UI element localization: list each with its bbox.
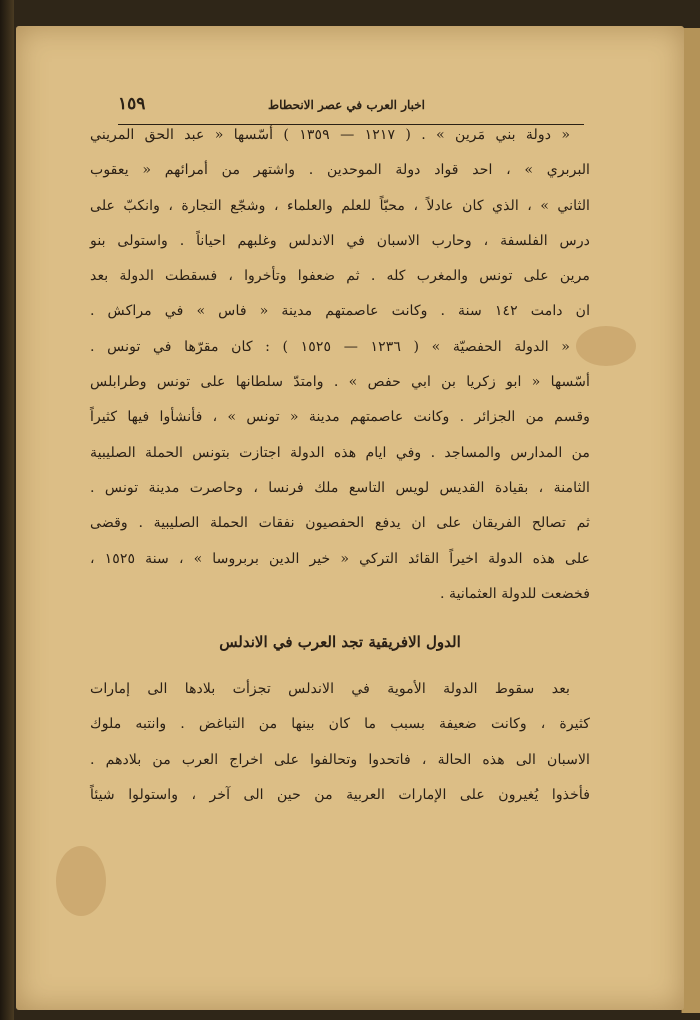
page-body xyxy=(90,118,590,813)
text-line: ان دامت ١٤٢ سنة . وكانت عاصمتهم مدينة « فاس » في مراكش . xyxy=(90,303,591,320)
text-line: مرين على تونس والمغرب كله . ثم ضعفوا وتأخروا ، فسقطت الدولة بعد xyxy=(90,268,590,285)
book-spine xyxy=(0,0,14,1020)
text-line: البربري » ، احد قواد دولة الموحدين . واشتهر من أمرائهم « يعقوب xyxy=(90,162,590,179)
running-title: اخبار العرب في عصر الانحطاط xyxy=(268,98,426,112)
text-line: الثاني » ، الذي كان عادلاً ، محبّاً للعلم والعلماء ، وشجّع التجارة ، وانكبّ على xyxy=(90,197,590,214)
text-line: درس الفلسفة ، وحارب الاسبان في الاندلس وغلبهم احياناً . واستولى بنو xyxy=(90,232,590,249)
paper-stain xyxy=(56,846,106,916)
page-number: ١٥٩ xyxy=(118,94,146,114)
text-line: على هذه الدولة اخيراً القائد التركي « خير الدين بربروسا » ، سنة ١٥٢٥ ، xyxy=(90,550,591,567)
text-line: فأخذوا يُغيرون على الإمارات العربية من حين الى آخر ، واستولوا شيئاً xyxy=(90,787,590,804)
section-heading: الدول الافريقية تجد العرب في الاندلس xyxy=(219,633,461,652)
text-line: الاسبان الى هذه الحالة ، فاتحدوا وتحالفوا على اخراج العرب من بلادهم . xyxy=(90,751,590,768)
text-line: بعد سقوط الدولة الأموية في الاندلس تجزأت بلادها الى إمارات xyxy=(90,681,570,698)
text-line: وقسم من الجزائر . وكانت عاصمتهم مدينة « تونس » ، فأنشأوا فيها كثيراً xyxy=(90,409,590,426)
text-line: « دولة بني مَرين » . ( ١٢١٧ — ١٣٥٩ ) أسّسها « عبد الحق المريني xyxy=(90,127,571,143)
text-line: أسّسها « ابو زكريا بن ابي حفص » . وامتدّ سلطانها على تونس وطرابلس xyxy=(90,374,590,391)
text-line: ثم تصالح الفريقان على ان يدفع الحفصيون نفقات الحملة الصليبية . وقضى xyxy=(90,515,590,532)
text-line: « الدولة الحفصيّة » ( ١٢٣٦ — ١٥٢٥ ) : كان مقرّها في تونس . xyxy=(90,338,570,355)
text-line: من المدارس والمساجد . وفي ايام هذه الدولة اجتازت بتونس الحملة الصليبية xyxy=(90,444,590,461)
text-line: الثامنة ، بقيادة القديس لويس التاسع ملك فرنسا ، وحاصرت مدينة تونس . xyxy=(90,479,590,496)
text-line: كثيرة ، وكانت ضعيفة بسبب ما كان بينها من التباغض . وانتبه ملوك xyxy=(90,716,590,733)
text-line: فخضعت للدولة العثمانية . xyxy=(439,585,590,602)
